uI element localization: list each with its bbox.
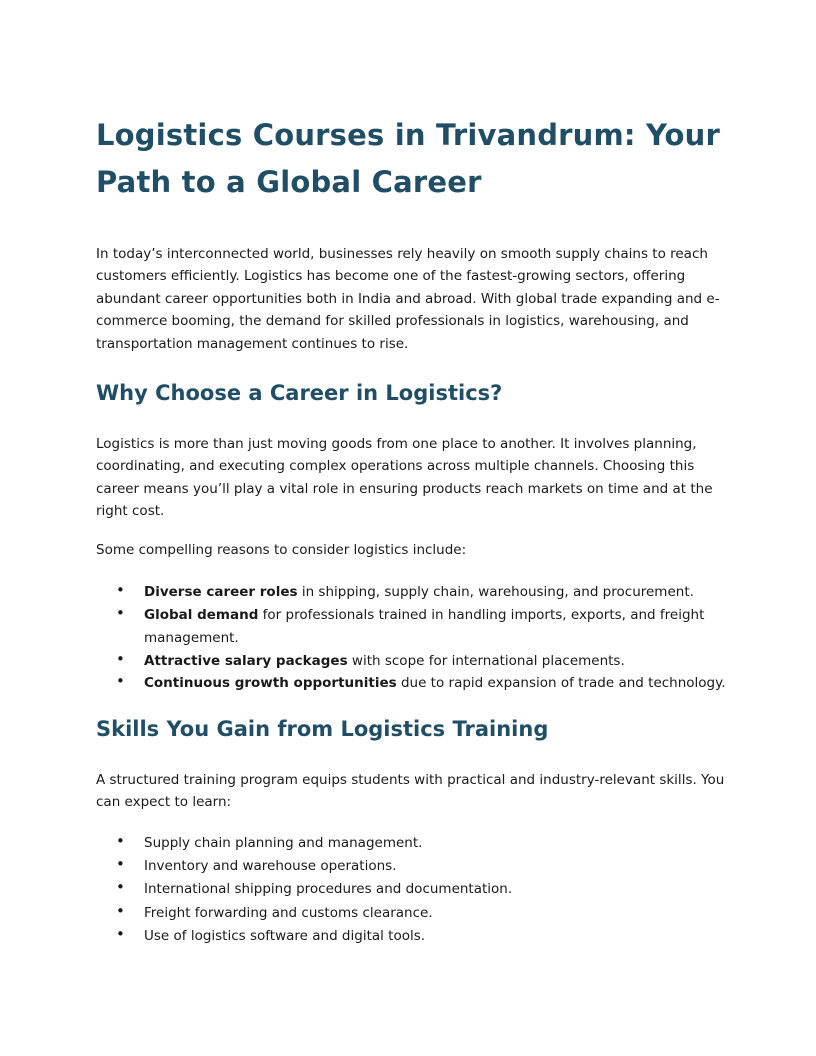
skills-list <box>96 832 726 948</box>
reason-bold: Diverse career roles <box>144 584 298 601</box>
reasons-lead: Some compelling reasons to consider logistics include: <box>96 541 467 558</box>
section-heading-why-logistics: Why Choose a Career in Logistics? <box>96 381 503 406</box>
list-item <box>96 925 726 947</box>
skill-text: International shipping procedures and documentation. <box>144 881 513 898</box>
bullet-icon: • <box>116 854 125 873</box>
reason-bold: Attractive salary packages <box>144 653 348 670</box>
list-item <box>96 855 726 877</box>
document-page <box>96 112 726 949</box>
bullet-icon: • <box>116 604 125 623</box>
bullet-icon: • <box>116 581 125 600</box>
skill-text: Freight forwarding and customs clearance. <box>144 904 433 921</box>
list-item <box>96 604 726 649</box>
bullet-icon: • <box>116 878 125 897</box>
list-item <box>96 878 726 900</box>
list-item <box>96 650 726 672</box>
skills-paragraph: A structured training program equips students with practical and industry-relevant skills. You can expect to learn: <box>96 771 725 811</box>
bullet-icon: • <box>116 650 125 669</box>
reason-text: for professionals trained in handling imports, exports, and freight management. <box>144 607 705 646</box>
skill-text: Inventory and warehouse operations. <box>144 857 397 874</box>
reason-text: with scope for international placements. <box>347 653 625 670</box>
reason-text: due to rapid expansion of trade and technology. <box>396 674 726 691</box>
reason-bold: Continuous growth opportunities <box>144 674 397 691</box>
why-logistics-paragraph: Logistics is more than just moving goods from one place to another. It involves planning, coordinating, and executing complex operations across multiple channels. Choosing this career means you’ll play a vital role in ensuring products reach markets on time and at the right cost. <box>96 436 713 520</box>
intro-paragraph: In today’s interconnected world, businesses rely heavily on smooth supply chains to reach customers efficiently. Logistics has become one of the fastest-growing sectors, offering abundant career opportunities both in India and abroad. With global trade expanding and e-commerce booming, the demand for skilled professionals in logistics, warehousing, and transportation management continues to rise. <box>96 246 720 352</box>
list-item <box>96 671 726 693</box>
bullet-icon: • <box>116 831 125 850</box>
page-title: Logistics Courses in Trivandrum: Your Path to a Global Career <box>96 118 721 199</box>
reason-bold: Global demand <box>144 607 259 624</box>
skill-text: Supply chain planning and management. <box>144 834 423 851</box>
skill-text: Use of logistics software and digital tools. <box>144 928 426 945</box>
list-item <box>96 581 726 603</box>
reason-text: in shipping, supply chain, warehousing, and procurement. <box>297 584 694 601</box>
list-item <box>96 832 726 854</box>
reasons-list <box>96 581 726 693</box>
bullet-icon: • <box>116 671 125 690</box>
bullet-icon: • <box>116 901 125 920</box>
list-item <box>96 902 726 924</box>
section-heading-skills: Skills You Gain from Logistics Training <box>96 716 549 741</box>
bullet-icon: • <box>116 925 125 944</box>
